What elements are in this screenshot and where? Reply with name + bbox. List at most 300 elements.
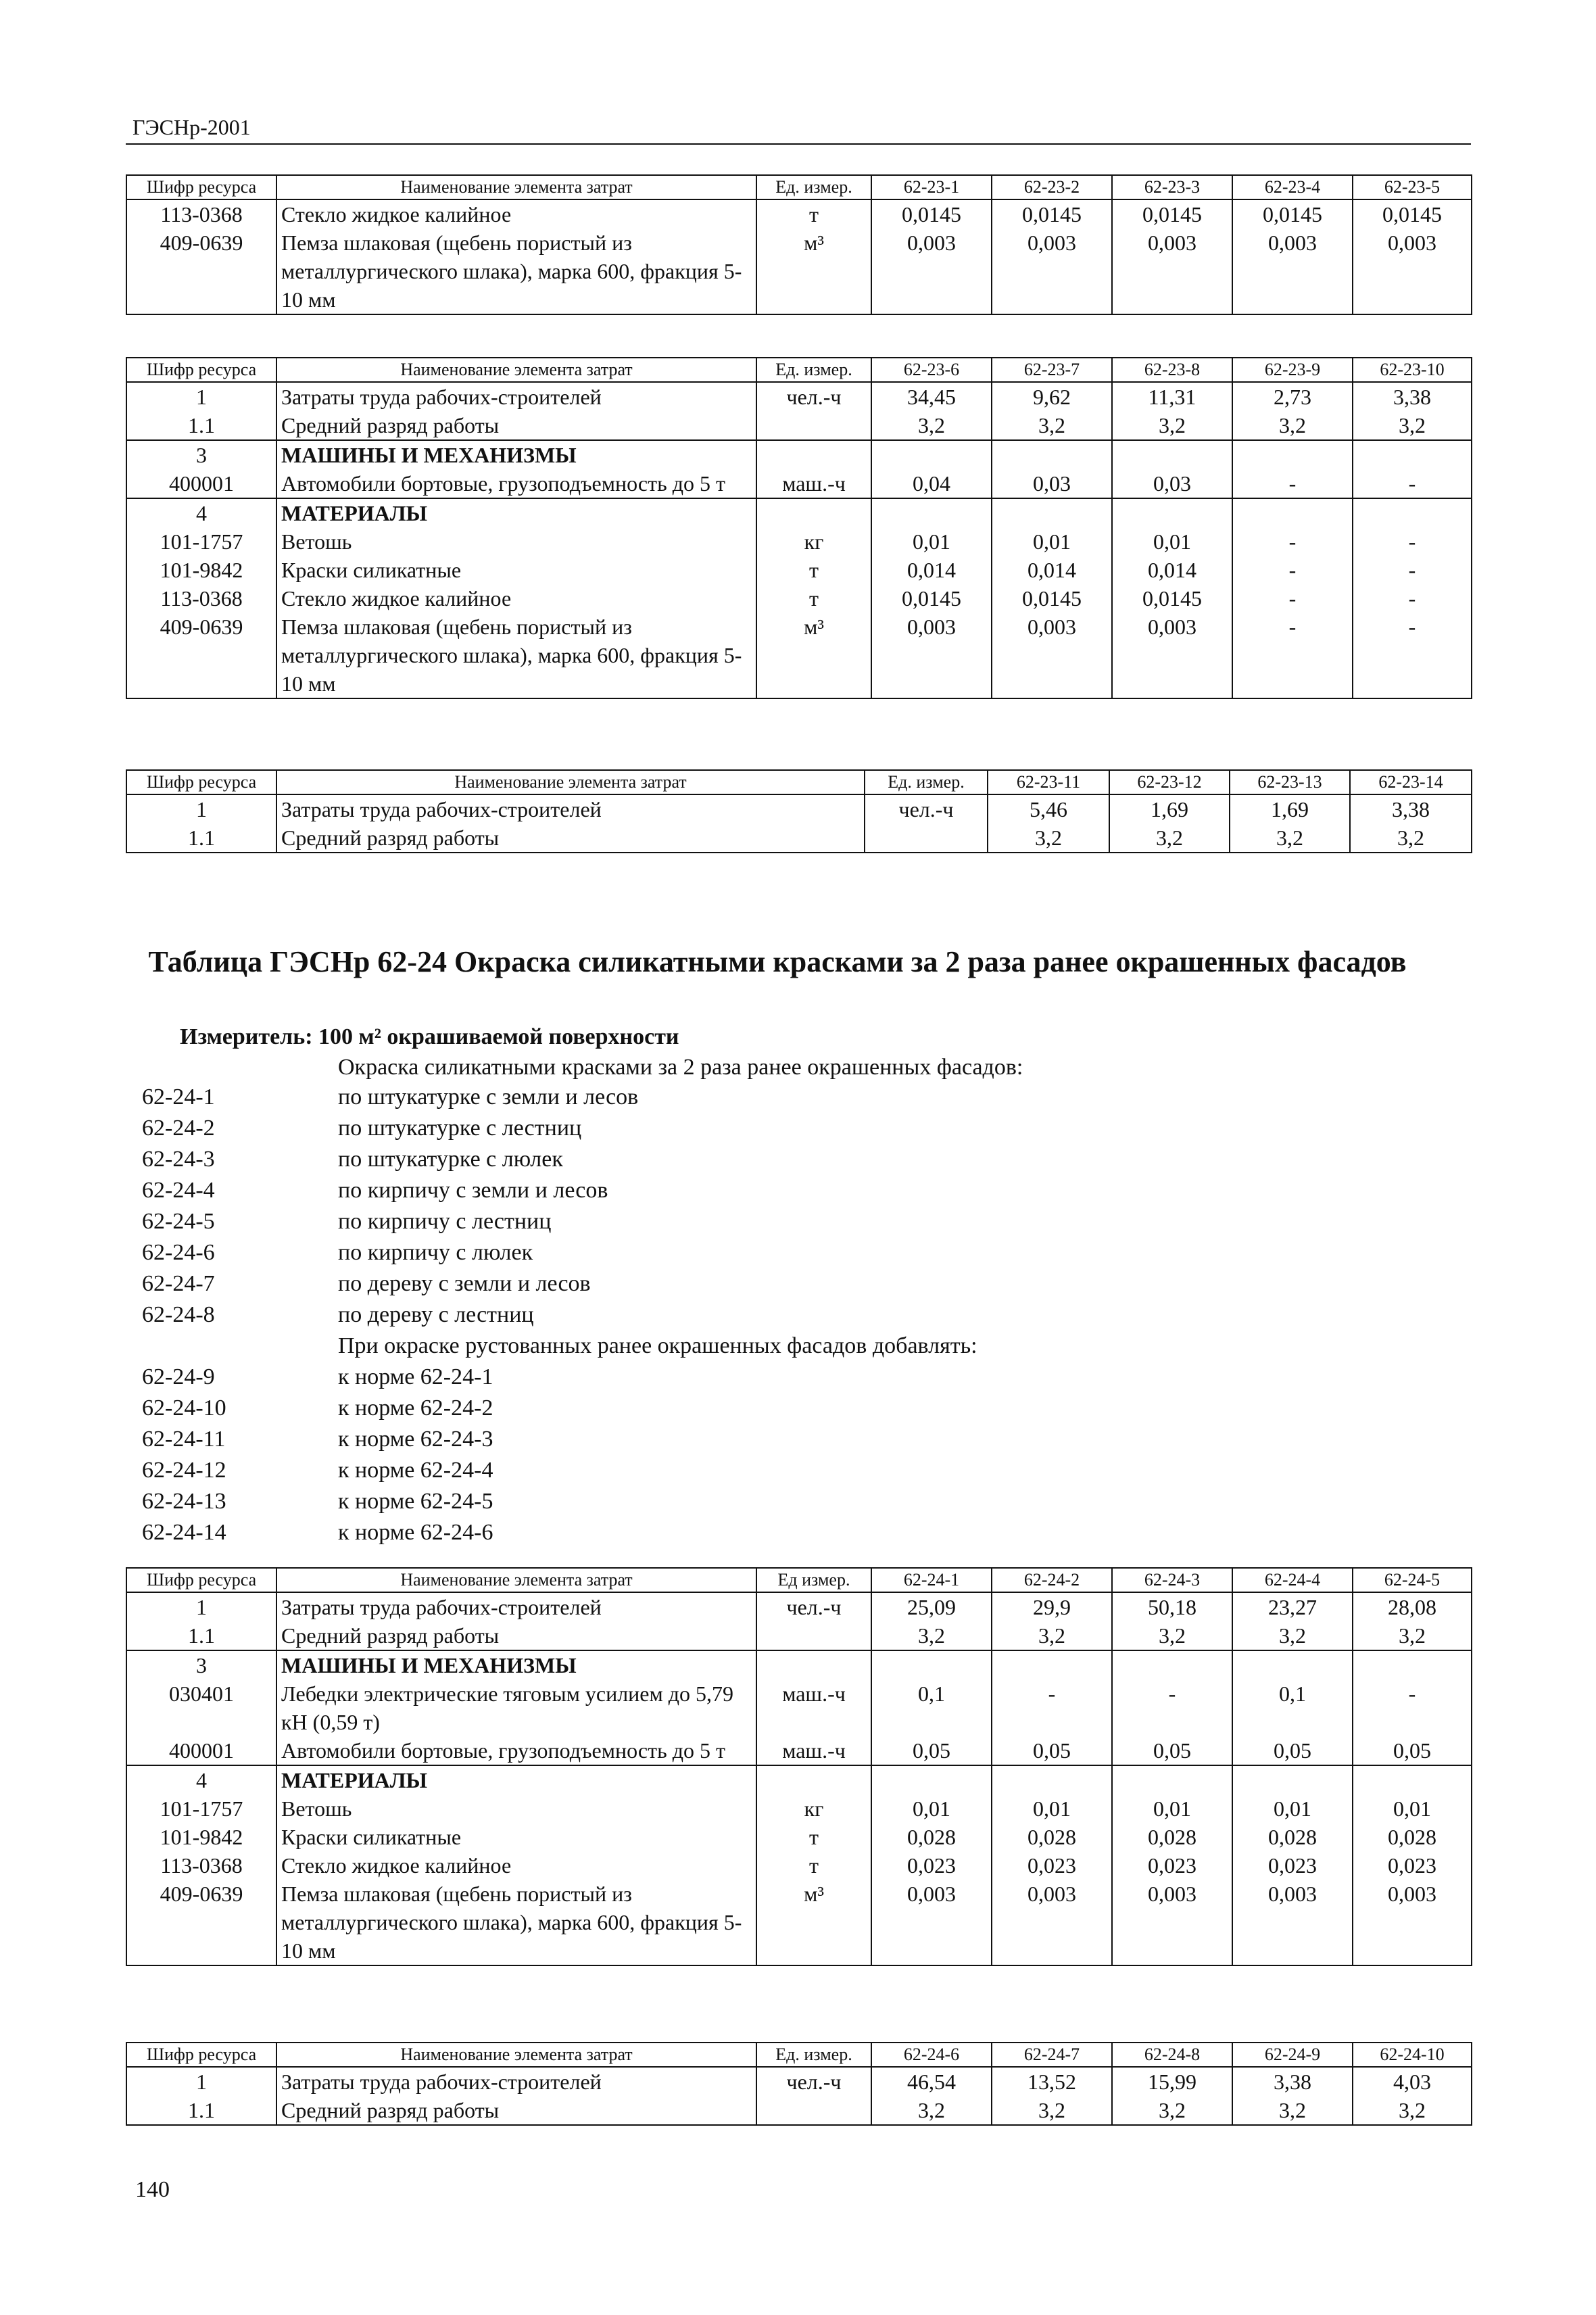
- norm-value: 0,003: [1232, 229, 1353, 314]
- norm-value: [1232, 498, 1353, 527]
- norm-value: 0,05: [1232, 1736, 1353, 1765]
- header-norm-code: 62-23-6: [871, 358, 992, 382]
- section-row: [126, 1650, 1472, 1679]
- norm-code: 62-24-8: [142, 1302, 215, 1327]
- meter-line: Измеритель: 100 м² окрашиваемой поверхности: [180, 1024, 679, 1049]
- resource-row: [126, 1794, 1472, 1823]
- norm-value: [1353, 498, 1472, 527]
- norm-value: -: [992, 1679, 1112, 1736]
- norm-value: 0,003: [1353, 1880, 1472, 1965]
- norm-value: 0,003: [1112, 229, 1232, 314]
- norm-description: к норме 62-24-6: [338, 1520, 493, 1545]
- resource-code: 113-0368: [126, 199, 276, 229]
- norm-value: -: [1112, 1679, 1232, 1736]
- resource-name: Ветошь: [276, 1794, 756, 1823]
- norm-value: -: [1353, 556, 1472, 584]
- norm-value: 0,05: [1353, 1736, 1472, 1765]
- norm-value: 28,08: [1353, 1592, 1472, 1621]
- norm-value: [1112, 1650, 1232, 1679]
- norm-value: 0,0145: [992, 584, 1112, 613]
- resource-row: [126, 2096, 1472, 2125]
- norm-value: 0,05: [1112, 1736, 1232, 1765]
- resource-code: 4: [126, 1765, 276, 1794]
- norm-value: [871, 1765, 992, 1794]
- norm-description: по кирпичу с лестниц: [338, 1209, 552, 1234]
- resource-row: [126, 229, 1472, 314]
- norm-list-item: [142, 1362, 977, 1393]
- norm-code: 62-24-5: [142, 1209, 215, 1234]
- norm-description: к норме 62-24-4: [338, 1458, 493, 1483]
- resource-row: [126, 1851, 1472, 1880]
- resource-row: [126, 382, 1472, 411]
- norm-description: по штукатурке с люлек: [338, 1147, 563, 1172]
- norm-value: -: [1232, 613, 1353, 698]
- norm-code: 62-24-4: [142, 1178, 215, 1203]
- header-norm-code: 62-24-4: [1232, 1568, 1353, 1592]
- norm-value: 1,69: [1109, 794, 1230, 824]
- norm-code: 62-24-10: [142, 1395, 226, 1421]
- table-header-row: [126, 358, 1472, 382]
- resource-row: [126, 1679, 1472, 1736]
- section-row: [126, 440, 1472, 469]
- running-header: ГЭСНр-2001: [132, 115, 251, 139]
- table-header-row: [126, 2043, 1472, 2067]
- norm-value: -: [1353, 1679, 1472, 1736]
- table-header-row: [126, 175, 1472, 199]
- resource-row: [126, 824, 1472, 853]
- norm-value: 0,03: [1112, 469, 1232, 498]
- section-row: [126, 1765, 1472, 1794]
- norm-value: 15,99: [1112, 2067, 1232, 2096]
- norm-value: 0,003: [1232, 1880, 1353, 1965]
- norm-value: 0,01: [871, 1794, 992, 1823]
- norm-list-item: [142, 1299, 977, 1331]
- norm-value: 3,38: [1350, 794, 1472, 824]
- resource-code: 1.1: [126, 824, 276, 853]
- header-norm-code: 62-23-9: [1232, 358, 1353, 382]
- norm-list-item: [142, 1268, 977, 1299]
- resource-unit: м³: [756, 613, 871, 698]
- norm-code: 62-24-9: [142, 1364, 215, 1389]
- header-norm-code: 62-23-3: [1112, 175, 1232, 199]
- norm-value: -: [1353, 584, 1472, 613]
- resource-table-62-23-6-10: [126, 357, 1472, 699]
- norm-value: 0,028: [992, 1823, 1112, 1851]
- resource-row: [126, 469, 1472, 498]
- resource-unit: чел.-ч: [756, 1592, 871, 1621]
- resource-unit: м³: [756, 229, 871, 314]
- norm-value: 0,0145: [1232, 199, 1353, 229]
- header-norm-code: 62-23-12: [1109, 770, 1230, 794]
- norm-value: 3,2: [1353, 411, 1472, 440]
- resource-row: [126, 199, 1472, 229]
- norm-value: [1353, 1650, 1472, 1679]
- header-norm-code: 62-24-2: [992, 1568, 1112, 1592]
- header-norm-code: 62-23-13: [1230, 770, 1350, 794]
- resource-unit: маш.-ч: [756, 469, 871, 498]
- header-code: Шифр ресурса: [126, 175, 276, 199]
- norm-value: 3,2: [988, 824, 1109, 853]
- norm-value: 0,028: [1112, 1823, 1232, 1851]
- section-row: [126, 498, 1472, 527]
- section-title: Таблица ГЭСНр 62-24 Окраска силикатными красками за 2 раза ранее окрашенных фасадов: [148, 945, 1407, 978]
- norm-code: 62-24-11: [142, 1427, 226, 1452]
- header-norm-code: 62-23-11: [988, 770, 1109, 794]
- resource-unit: т: [756, 1823, 871, 1851]
- norm-value: 0,014: [1112, 556, 1232, 584]
- norm-value: [1112, 1765, 1232, 1794]
- resource-row: [126, 556, 1472, 584]
- norm-value: 4,03: [1353, 2067, 1472, 2096]
- norm-value: 0,0145: [1112, 584, 1232, 613]
- norm-value: [992, 1765, 1112, 1794]
- resource-name: Пемза шлаковая (щебень пористый из металлургического шлака), марка 600, фракция 5-10 мм: [276, 229, 756, 314]
- norm-value: 29,9: [992, 1592, 1112, 1621]
- header-norm-code: 62-24-10: [1353, 2043, 1472, 2067]
- norm-value: 0,0145: [1353, 199, 1472, 229]
- norm-value: 3,2: [992, 411, 1112, 440]
- resource-unit: кг: [756, 527, 871, 556]
- resource-unit: маш.-ч: [756, 1679, 871, 1736]
- resource-name: Стекло жидкое калийное: [276, 1851, 756, 1880]
- norm-value: 0,01: [992, 1794, 1112, 1823]
- resource-code: 101-1757: [126, 527, 276, 556]
- norm-description: к норме 62-24-1: [338, 1364, 493, 1389]
- header-norm-code: 62-23-8: [1112, 358, 1232, 382]
- norm-code: 62-24-2: [142, 1116, 215, 1141]
- resource-name: Средний разряд работы: [276, 2096, 756, 2125]
- header-norm-code: 62-24-7: [992, 2043, 1112, 2067]
- section-intro: Окраска силикатными красками за 2 раза ранее окрашенных фасадов:: [338, 1055, 1023, 1080]
- norm-value: 0,01: [1232, 1794, 1353, 1823]
- norm-value: 23,27: [1232, 1592, 1353, 1621]
- resource-row: [126, 1736, 1472, 1765]
- norm-description: к норме 62-24-2: [338, 1395, 493, 1421]
- norm-value: 1,69: [1230, 794, 1350, 824]
- norm-value: 0,01: [871, 527, 992, 556]
- resource-row: [126, 1592, 1472, 1621]
- norm-value: 3,2: [871, 2096, 992, 2125]
- resource-code: 1: [126, 1592, 276, 1621]
- norm-description: по кирпичу с земли и лесов: [338, 1178, 608, 1203]
- header-unit: Ед измер.: [756, 1568, 871, 1592]
- header-norm-code: 62-23-4: [1232, 175, 1353, 199]
- norm-value: -: [1232, 527, 1353, 556]
- resource-code: 1: [126, 794, 276, 824]
- norm-code: 62-24-1: [142, 1084, 215, 1109]
- resource-name: Пемза шлаковая (щебень пористый из металлургического шлака), марка 600, фракция 5-10 мм: [276, 1880, 756, 1965]
- norm-value: 0,014: [871, 556, 992, 584]
- resource-unit: чел.-ч: [756, 382, 871, 411]
- norm-list-item: [142, 1175, 977, 1206]
- norm-value: [871, 1650, 992, 1679]
- norm-value: 0,1: [871, 1679, 992, 1736]
- norm-value: 0,023: [992, 1851, 1112, 1880]
- norm-list: [142, 1082, 977, 1548]
- norm-code: 62-24-14: [142, 1520, 226, 1545]
- norm-value: 2,73: [1232, 382, 1353, 411]
- resource-name: Стекло жидкое калийное: [276, 584, 756, 613]
- header-norm-code: 62-24-1: [871, 1568, 992, 1592]
- section-heading: МАШИНЫ И МЕХАНИЗМЫ: [276, 1650, 756, 1679]
- resource-name: Затраты труда рабочих-строителей: [276, 382, 756, 411]
- norm-description: по штукатурке с лестниц: [338, 1116, 582, 1141]
- norm-list-item: [142, 1144, 977, 1175]
- norm-value: 0,023: [1232, 1851, 1353, 1880]
- norm-value: 0,05: [992, 1736, 1112, 1765]
- header-name: Наименование элемента затрат: [276, 175, 756, 199]
- norm-value: 0,003: [871, 229, 992, 314]
- header-norm-code: 62-23-14: [1350, 770, 1472, 794]
- resource-unit: чел.-ч: [756, 2067, 871, 2096]
- norm-value: 0,023: [1112, 1851, 1232, 1880]
- resource-code: 1.1: [126, 2096, 276, 2125]
- norm-value: -: [1353, 469, 1472, 498]
- norm-value: [1112, 440, 1232, 469]
- header-rule: [126, 143, 1471, 145]
- norm-value: 0,0145: [992, 199, 1112, 229]
- norm-value: 3,2: [1232, 411, 1353, 440]
- resource-table-62-23-11-14: [126, 769, 1472, 853]
- resource-unit: [756, 1650, 871, 1679]
- norm-list-intro2: При окраске рустованных ранее окрашенных фасадов добавлять:: [338, 1333, 977, 1358]
- norm-value: [1353, 1765, 1472, 1794]
- resource-name: Затраты труда рабочих-строителей: [276, 794, 865, 824]
- norm-value: 0,0145: [871, 199, 992, 229]
- header-name: Наименование элемента затрат: [276, 2043, 756, 2067]
- resource-code: 1.1: [126, 411, 276, 440]
- resource-unit: т: [756, 1851, 871, 1880]
- resource-name: Средний разряд работы: [276, 1621, 756, 1650]
- resource-code: 030401: [126, 1679, 276, 1736]
- section-heading: МАТЕРИАЛЫ: [276, 498, 756, 527]
- norm-value: 0,003: [992, 229, 1112, 314]
- resource-unit: кг: [756, 1794, 871, 1823]
- resource-code: 1: [126, 382, 276, 411]
- norm-value: 0,01: [992, 527, 1112, 556]
- norm-value: 3,2: [992, 1621, 1112, 1650]
- norm-value: -: [1232, 469, 1353, 498]
- resource-table-62-23-1-5: [126, 174, 1472, 315]
- resource-code: 409-0639: [126, 229, 276, 314]
- resource-unit: [756, 1621, 871, 1650]
- resource-code: 1.1: [126, 1621, 276, 1650]
- resource-name: Краски силикатные: [276, 1823, 756, 1851]
- resource-unit: маш.-ч: [756, 1736, 871, 1765]
- norm-value: 3,2: [1353, 2096, 1472, 2125]
- norm-list-item: [142, 1206, 977, 1237]
- header-norm-code: 62-24-9: [1232, 2043, 1353, 2067]
- resource-code: 409-0639: [126, 613, 276, 698]
- norm-value: 3,2: [1353, 1621, 1472, 1650]
- norm-value: 0,023: [1353, 1851, 1472, 1880]
- resource-unit: чел.-ч: [865, 794, 988, 824]
- norm-list-item: [142, 1517, 977, 1548]
- resource-table-62-24-1-5: [126, 1567, 1472, 1966]
- norm-list-item: [142, 1237, 977, 1268]
- resource-name: Затраты труда рабочих-строителей: [276, 2067, 756, 2096]
- resource-code: 113-0368: [126, 584, 276, 613]
- header-unit: Ед. измер.: [756, 358, 871, 382]
- norm-value: 9,62: [992, 382, 1112, 411]
- norm-value: [1232, 1650, 1353, 1679]
- resource-code: 3: [126, 1650, 276, 1679]
- header-norm-code: 62-23-5: [1353, 175, 1472, 199]
- norm-value: 0,0145: [871, 584, 992, 613]
- header-unit: Ед. измер.: [756, 2043, 871, 2067]
- header-norm-code: 62-24-6: [871, 2043, 992, 2067]
- norm-list-item: [142, 1393, 977, 1424]
- norm-code: 62-24-13: [142, 1489, 226, 1514]
- resource-row: [126, 1880, 1472, 1965]
- norm-value: 25,09: [871, 1592, 992, 1621]
- resource-row: [126, 1823, 1472, 1851]
- table-header-row: [126, 1568, 1472, 1592]
- norm-value: [1232, 440, 1353, 469]
- resource-code: 113-0368: [126, 1851, 276, 1880]
- norm-value: 0,003: [871, 613, 992, 698]
- norm-value: 0,003: [1112, 1880, 1232, 1965]
- norm-value: 5,46: [988, 794, 1109, 824]
- resource-code: 101-9842: [126, 1823, 276, 1851]
- norm-value: 0,0145: [1112, 199, 1232, 229]
- norm-description: к норме 62-24-5: [338, 1489, 493, 1514]
- resource-unit: [756, 2096, 871, 2125]
- resource-code: 400001: [126, 469, 276, 498]
- resource-code: 409-0639: [126, 1880, 276, 1965]
- header-norm-code: 62-23-2: [992, 175, 1112, 199]
- header-name: Наименование элемента затрат: [276, 770, 865, 794]
- norm-description: к норме 62-24-3: [338, 1427, 493, 1452]
- norm-value: 11,31: [1112, 382, 1232, 411]
- norm-value: 0,03: [992, 469, 1112, 498]
- resource-table-62-24-6-10: [126, 2042, 1472, 2126]
- norm-description: по штукатурке с земли и лесов: [338, 1084, 639, 1109]
- table-header-row: [126, 770, 1472, 794]
- resource-unit: [756, 1765, 871, 1794]
- norm-value: 13,52: [992, 2067, 1112, 2096]
- header-code: Шифр ресурса: [126, 770, 276, 794]
- norm-value: 0,028: [1353, 1823, 1472, 1851]
- header-norm-code: 62-24-8: [1112, 2043, 1232, 2067]
- norm-value: 0,028: [1232, 1823, 1353, 1851]
- header-unit: Ед. измер.: [756, 175, 871, 199]
- norm-list-item: [142, 1424, 977, 1455]
- resource-name: Стекло жидкое калийное: [276, 199, 756, 229]
- norm-value: -: [1353, 613, 1472, 698]
- norm-value: 0,003: [1112, 613, 1232, 698]
- norm-value: -: [1232, 584, 1353, 613]
- norm-value: [871, 440, 992, 469]
- resource-unit: [756, 440, 871, 469]
- resource-unit: [756, 411, 871, 440]
- norm-list-item: [142, 1082, 977, 1113]
- header-code: Шифр ресурса: [126, 2043, 276, 2067]
- resource-unit: [865, 824, 988, 853]
- resource-name: Средний разряд работы: [276, 411, 756, 440]
- norm-code: 62-24-7: [142, 1271, 215, 1296]
- norm-value: 3,2: [1230, 824, 1350, 853]
- resource-row: [126, 1621, 1472, 1650]
- resource-row: [126, 527, 1472, 556]
- resource-unit: т: [756, 556, 871, 584]
- norm-value: 3,2: [1112, 1621, 1232, 1650]
- norm-description: по дереву с земли и лесов: [338, 1271, 591, 1296]
- norm-value: 0,023: [871, 1851, 992, 1880]
- norm-value: 0,003: [871, 1880, 992, 1965]
- norm-value: 3,2: [871, 1621, 992, 1650]
- norm-value: 0,04: [871, 469, 992, 498]
- norm-value: 3,38: [1232, 2067, 1353, 2096]
- norm-value: [992, 440, 1112, 469]
- resource-unit: м³: [756, 1880, 871, 1965]
- header-code: Шифр ресурса: [126, 358, 276, 382]
- header-norm-code: 62-23-10: [1353, 358, 1472, 382]
- norm-list-item: [142, 1486, 977, 1517]
- resource-code: 3: [126, 440, 276, 469]
- section-heading: МАТЕРИАЛЫ: [276, 1765, 756, 1794]
- norm-value: 3,2: [1112, 2096, 1232, 2125]
- resource-name: Пемза шлаковая (щебень пористый из металлургического шлака), марка 600, фракция 5-10 мм: [276, 613, 756, 698]
- resource-unit: т: [756, 584, 871, 613]
- resource-unit: т: [756, 199, 871, 229]
- norm-description: по дереву с лестниц: [338, 1302, 534, 1327]
- resource-name: Автомобили бортовые, грузоподъемность до 5 т: [276, 469, 756, 498]
- resource-unit: [756, 498, 871, 527]
- norm-value: 34,45: [871, 382, 992, 411]
- resource-code: 101-9842: [126, 556, 276, 584]
- resource-code: 101-1757: [126, 1794, 276, 1823]
- norm-code: 62-24-6: [142, 1240, 215, 1265]
- resource-name: Ветошь: [276, 527, 756, 556]
- norm-value: 0,05: [871, 1736, 992, 1765]
- norm-value: 3,2: [1112, 411, 1232, 440]
- norm-code: 62-24-12: [142, 1458, 226, 1483]
- norm-value: 3,38: [1353, 382, 1472, 411]
- header-name: Наименование элемента затрат: [276, 1568, 756, 1592]
- resource-code: 400001: [126, 1736, 276, 1765]
- norm-value: 3,2: [992, 2096, 1112, 2125]
- norm-value: [992, 498, 1112, 527]
- norm-value: 0,028: [871, 1823, 992, 1851]
- norm-value: -: [1353, 527, 1472, 556]
- header-norm-code: 62-23-1: [871, 175, 992, 199]
- resource-row: [126, 794, 1472, 824]
- norm-value: [992, 1650, 1112, 1679]
- norm-code: 62-24-3: [142, 1147, 215, 1172]
- norm-list-item: [142, 1455, 977, 1486]
- resource-row: [126, 411, 1472, 440]
- resource-row: [126, 613, 1472, 698]
- norm-value: 0,01: [1112, 527, 1232, 556]
- norm-value: [1112, 498, 1232, 527]
- norm-value: -: [1232, 556, 1353, 584]
- norm-description: по кирпичу с люлек: [338, 1240, 533, 1265]
- norm-value: 0,01: [1112, 1794, 1232, 1823]
- resource-name: Краски силикатные: [276, 556, 756, 584]
- resource-code: 4: [126, 498, 276, 527]
- norm-value: [1232, 1765, 1353, 1794]
- norm-value: 3,2: [1232, 1621, 1353, 1650]
- resource-code: 1: [126, 2067, 276, 2096]
- resource-row: [126, 584, 1472, 613]
- norm-list-item: [142, 1113, 977, 1144]
- header-norm-code: 62-23-7: [992, 358, 1112, 382]
- norm-value: 3,2: [1350, 824, 1472, 853]
- norm-value: 0,003: [992, 613, 1112, 698]
- header-name: Наименование элемента затрат: [276, 358, 756, 382]
- norm-value: 50,18: [1112, 1592, 1232, 1621]
